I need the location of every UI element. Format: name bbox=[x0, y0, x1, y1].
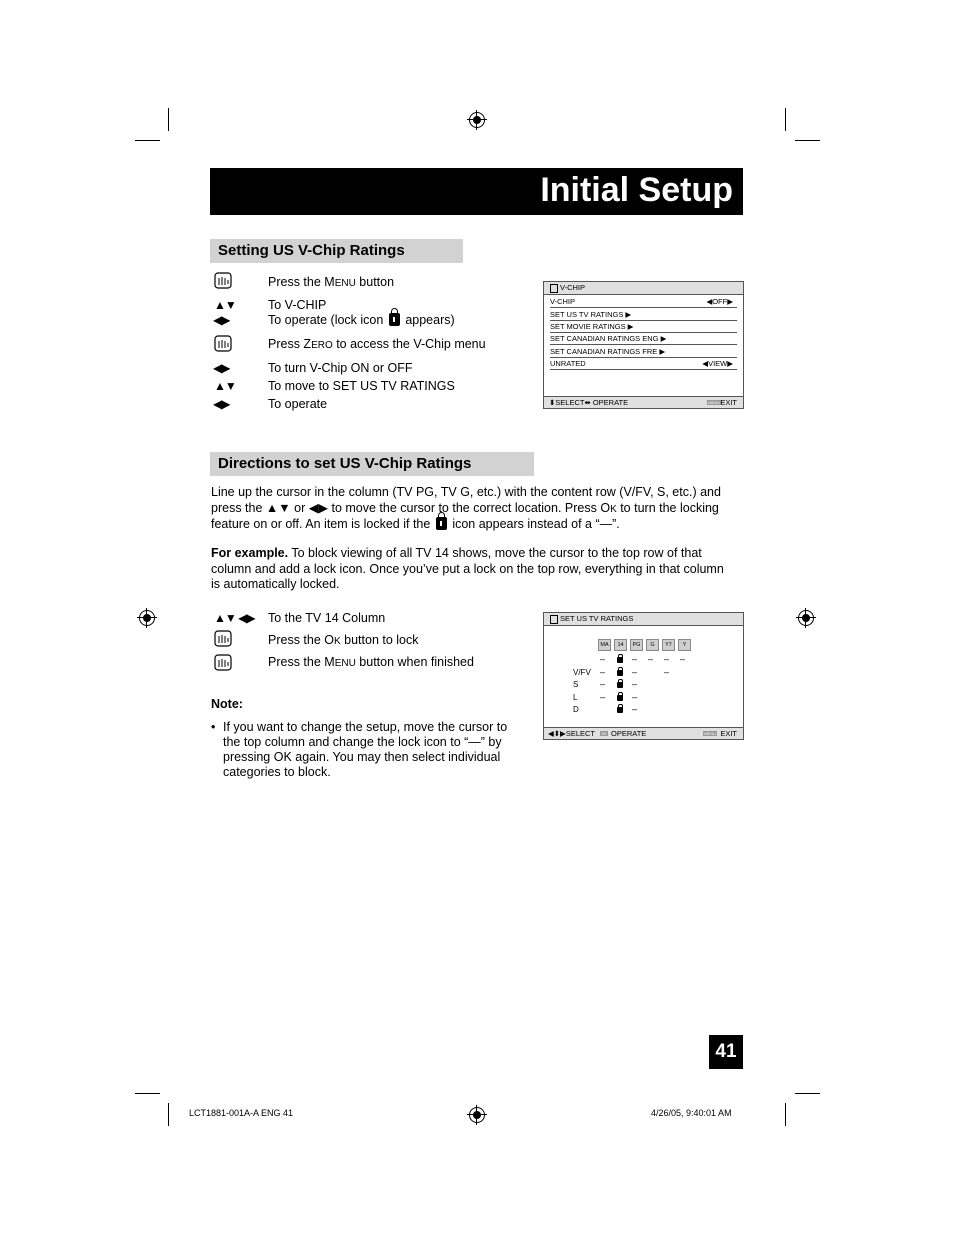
remote-button-icon bbox=[213, 629, 233, 649]
step-text: Press the MENU button bbox=[268, 275, 395, 289]
left-right-arrows-icon: ◀▶ bbox=[213, 397, 230, 411]
osd-row-canadian-fre: SET CANADIAN RATINGS FRE ▶ bbox=[550, 346, 737, 358]
directions-paragraph: Line up the cursor in the column (TV PG, TV G, etc.) with the content row (V/FV, S, etc.) and press the ▲▼ or ◀▶ to move the cursor to the correct location. Press OK to turn the locking feature on or off. An item is locked if the icon appears instead of a “—”. bbox=[211, 485, 721, 531]
left-right-arrows-icon: ◀▶ bbox=[213, 361, 230, 375]
dash: – bbox=[632, 667, 638, 677]
dash: – bbox=[648, 654, 654, 664]
step-text: Press the MENU button when finished bbox=[268, 655, 474, 669]
remote-button-icon bbox=[213, 334, 233, 354]
dash: – bbox=[680, 654, 686, 664]
remote-button-icon bbox=[213, 653, 233, 673]
lock-icon bbox=[617, 695, 623, 701]
print-footer-left: LCT1881-001A-A ENG 41 bbox=[189, 1108, 294, 1118]
crop-mark bbox=[135, 1093, 160, 1094]
section-heading: Setting US V-Chip Ratings bbox=[210, 239, 463, 263]
step-text: To turn V-Chip ON or OFF bbox=[268, 361, 413, 375]
registration-mark-icon bbox=[798, 610, 814, 626]
step-text: To move to SET US TV RATINGS bbox=[268, 379, 455, 393]
dash: – bbox=[600, 667, 606, 677]
osd-footer: ⬍SELECT⬌ OPERATE MENU EXIT bbox=[544, 396, 743, 408]
note-text: If you want to change the setup, move the cursor to the top column and change the lock icon to “—” by pressing OK again. You may then select individual categories to block. bbox=[223, 720, 508, 779]
section-heading: Directions to set US V-Chip Ratings bbox=[210, 452, 534, 476]
crop-mark bbox=[785, 108, 786, 131]
dash: – bbox=[632, 679, 638, 689]
crop-mark bbox=[785, 1103, 786, 1126]
registration-mark-icon bbox=[469, 1107, 485, 1123]
lock-icon bbox=[550, 284, 558, 293]
dash: – bbox=[664, 654, 670, 664]
row-label: L bbox=[573, 693, 578, 702]
dash: – bbox=[600, 679, 606, 689]
osd-title-bar: V-CHIP bbox=[544, 282, 743, 295]
rating-tag: Y bbox=[678, 639, 691, 651]
print-footer-right: 4/26/05, 9:40:01 AM bbox=[651, 1108, 732, 1118]
step-text: To the TV 14 Column bbox=[268, 611, 386, 625]
osd-title-bar: SET US TV RATINGS bbox=[544, 613, 743, 626]
osd-footer: ◀⬍▶SELECT OK OPERATE MENU EXIT bbox=[544, 727, 743, 739]
lock-icon bbox=[617, 657, 623, 663]
osd-row-canadian-eng: SET CANADIAN RATINGS ENG ▶ bbox=[550, 333, 737, 345]
step-text: To operate bbox=[268, 397, 328, 411]
row-label: D bbox=[573, 705, 579, 714]
crop-mark bbox=[795, 1093, 820, 1094]
lock-icon bbox=[550, 615, 558, 624]
set-us-tv-ratings-screen bbox=[543, 612, 744, 740]
rating-tag: 14 bbox=[614, 639, 627, 651]
lock-icon bbox=[389, 313, 400, 326]
osd-row-unrated: UNRATED ◀VIEW▶ bbox=[550, 358, 737, 370]
crop-mark bbox=[168, 108, 169, 131]
crop-mark bbox=[795, 140, 820, 141]
rating-tag: MA bbox=[598, 639, 611, 651]
dash: – bbox=[632, 704, 638, 714]
lock-icon bbox=[617, 682, 623, 688]
page-title: Initial Setup bbox=[540, 171, 733, 209]
step-text: Press ZERO to access the V-Chip menu bbox=[268, 337, 486, 351]
dash: – bbox=[664, 667, 670, 677]
dash: – bbox=[600, 654, 606, 664]
dash: – bbox=[632, 692, 638, 702]
osd-row-vchip: V-CHIP ◀OFF▶ bbox=[550, 296, 737, 308]
lock-icon bbox=[617, 707, 623, 713]
lock-icon bbox=[436, 517, 447, 530]
example-paragraph: For example. To block viewing of all TV 14 shows, move the cursor to the top row of that column and add a lock icon. Once you’ve put a lock on the top row, everything in that column is automatically locked. bbox=[211, 546, 724, 591]
vchip-menu-screen bbox=[543, 281, 744, 409]
up-down-arrows-icon: ▲▼ bbox=[214, 298, 236, 312]
remote-button-icon bbox=[213, 271, 233, 291]
left-right-arrows-icon: ◀▶ bbox=[213, 313, 230, 327]
osd-row-set-us-tv-ratings: SET US TV RATINGS ▶ bbox=[550, 309, 737, 321]
registration-mark-icon bbox=[139, 610, 155, 626]
title-banner bbox=[210, 168, 743, 215]
step-text: To operate (lock icon appears) bbox=[268, 313, 455, 327]
rating-tag: PG bbox=[630, 639, 643, 651]
rating-tag: G bbox=[646, 639, 659, 651]
dash: – bbox=[600, 692, 606, 702]
dash: – bbox=[632, 654, 638, 664]
registration-mark-icon bbox=[469, 112, 485, 128]
row-label: S bbox=[573, 680, 579, 689]
crop-mark bbox=[135, 140, 160, 141]
step-text: To V-CHIP bbox=[268, 298, 327, 312]
lock-icon bbox=[617, 670, 623, 676]
arrows-icon: ▲▼ ◀▶ bbox=[214, 611, 255, 625]
note-heading: Note: bbox=[211, 697, 243, 711]
osd-row-set-movie-ratings: SET MOVIE RATINGS ▶ bbox=[550, 321, 737, 333]
bullet: • bbox=[211, 720, 216, 734]
rating-tag: Y7 bbox=[662, 639, 675, 651]
step-text: Press the OK button to lock bbox=[268, 633, 419, 647]
page-number: 41 bbox=[709, 1035, 743, 1069]
crop-mark bbox=[168, 1103, 169, 1126]
row-label: V/FV bbox=[573, 668, 591, 677]
up-down-arrows-icon: ▲▼ bbox=[214, 379, 236, 393]
